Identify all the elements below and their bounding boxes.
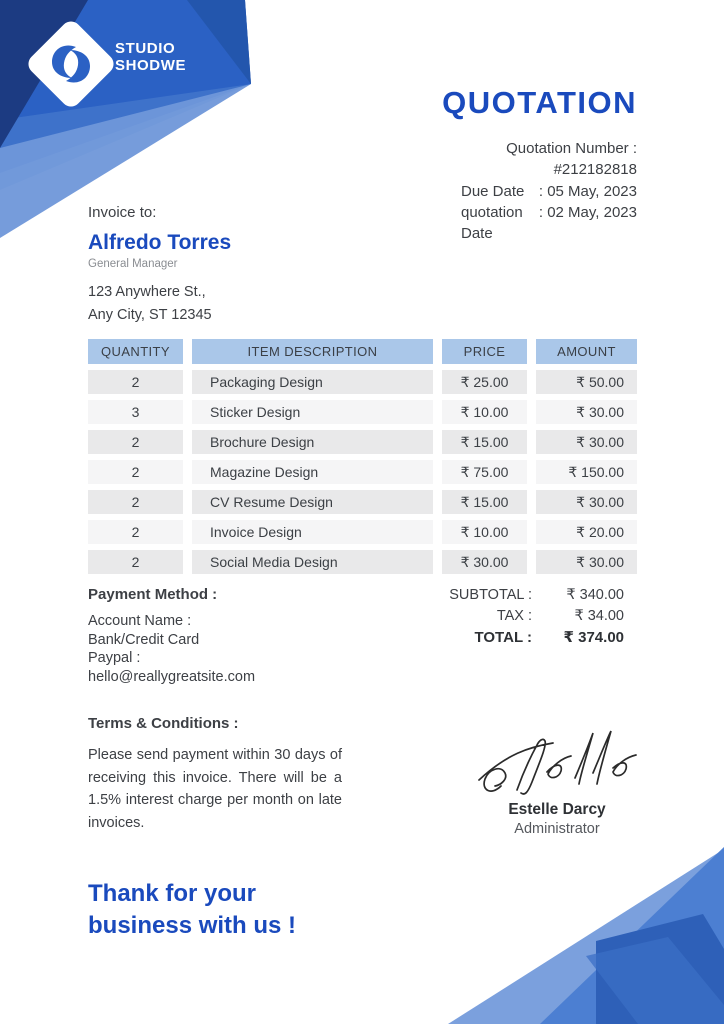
due-date-row (461, 181, 637, 202)
brand-line2: SHODWE (115, 57, 187, 74)
price-cell: ₹ 10.00 (442, 520, 527, 544)
total-label: TOTAL : (474, 629, 532, 646)
items-table (88, 339, 637, 574)
address-line1: 123 Anywhere St., (88, 284, 206, 300)
signer-role: Administrator (514, 821, 600, 837)
amount-cell: ₹ 20.00 (536, 520, 637, 544)
terms-body: Please send payment within 30 days of receiving this invoice. There will be a 1.5% interest charge per month on late invoices. (88, 747, 342, 831)
description-cell: Brochure Design (192, 430, 433, 454)
price-cell: ₹ 15.00 (442, 430, 527, 454)
payment-account-name-label: Account Name : (88, 613, 192, 629)
brand-wordmark (115, 40, 186, 74)
column-header-amount: AMOUNT (536, 339, 637, 364)
tax-value: ₹ 34.00 (574, 608, 624, 624)
payment-method-title: Payment Method : (88, 586, 218, 603)
quantity-cell: 2 (88, 550, 183, 574)
amount-cell: ₹ 30.00 (536, 400, 637, 424)
description-cell: Social Media Design (192, 550, 433, 574)
amount-cell: ₹ 30.00 (536, 430, 637, 454)
quotation-number-value: #212182818 (553, 161, 637, 178)
page-title: QUOTATION (442, 85, 637, 120)
quantity-cell: 2 (88, 490, 183, 514)
amount-cell: ₹ 50.00 (536, 370, 637, 394)
address-line2: Any City, ST 12345 (88, 307, 212, 323)
quantity-cell: 2 (88, 520, 183, 544)
quantity-cell: 2 (88, 370, 183, 394)
bottom-right-decoration (0, 809, 724, 1024)
total-row (432, 627, 624, 648)
due-date-label: Due Date (461, 183, 525, 200)
quantity-cell: 3 (88, 400, 183, 424)
description-cell: CV Resume Design (192, 490, 433, 514)
invoice-to-block (88, 204, 231, 327)
payment-bank-line: Bank/Credit Card (88, 631, 200, 648)
quotation-date-label: quotation Date (461, 204, 523, 242)
thanks-line1: Thank for your (88, 880, 257, 907)
payment-method-block (88, 585, 255, 686)
total-value: ₹ 374.00 (563, 629, 624, 646)
signature-icon (467, 728, 647, 806)
tax-label: TAX : (496, 608, 532, 624)
subtotal-value: ₹ 340.00 (566, 587, 624, 603)
quantity-cell: 2 (88, 430, 183, 454)
description-cell: Sticker Design (192, 400, 433, 424)
quotation-meta (461, 181, 637, 244)
signer-name: Estelle Darcy (508, 801, 606, 818)
price-cell: ₹ 10.00 (442, 400, 527, 424)
invoice-to-label: Invoice to: (88, 204, 157, 221)
description-cell: Packaging Design (192, 370, 433, 394)
amount-cell: ₹ 30.00 (536, 550, 637, 574)
price-cell: ₹ 25.00 (442, 370, 527, 394)
amount-cell: ₹ 30.00 (536, 490, 637, 514)
quotation-date-row (461, 202, 637, 244)
client-name: Alfredo Torres (88, 231, 232, 254)
description-cell: Magazine Design (192, 460, 433, 484)
client-address (88, 281, 231, 327)
terms-title: Terms & Conditions : (88, 715, 239, 732)
quotation-number-label: Quotation Number : (506, 140, 637, 157)
column-header-quantity: QUANTITY (88, 339, 183, 364)
tax-row (432, 606, 624, 627)
payment-email: hello@reallygreatsite.com (88, 668, 256, 685)
due-date-value: : 05 May, 2023 (538, 183, 637, 200)
subtotal-row (432, 585, 624, 606)
totals-block (432, 585, 624, 648)
client-role: General Manager (88, 258, 178, 270)
description-cell: Invoice Design (192, 520, 433, 544)
price-cell: ₹ 75.00 (442, 460, 527, 484)
payment-method-lines (88, 612, 255, 686)
subtotal-label: SUBTOTAL : (449, 587, 532, 603)
brand-line1: STUDIO (115, 40, 176, 57)
quotation-date-value: : 02 May, 2023 (538, 204, 637, 221)
payment-paypal-label: Paypal : (88, 650, 141, 666)
quantity-cell: 2 (88, 460, 183, 484)
amount-cell: ₹ 150.00 (536, 460, 637, 484)
column-header-description: ITEM DESCRIPTION (192, 339, 433, 364)
column-header-price: PRICE (442, 339, 527, 364)
price-cell: ₹ 30.00 (442, 550, 527, 574)
header (357, 86, 637, 244)
thanks-line2: business with us ! (88, 912, 297, 939)
price-cell: ₹ 15.00 (442, 490, 527, 514)
